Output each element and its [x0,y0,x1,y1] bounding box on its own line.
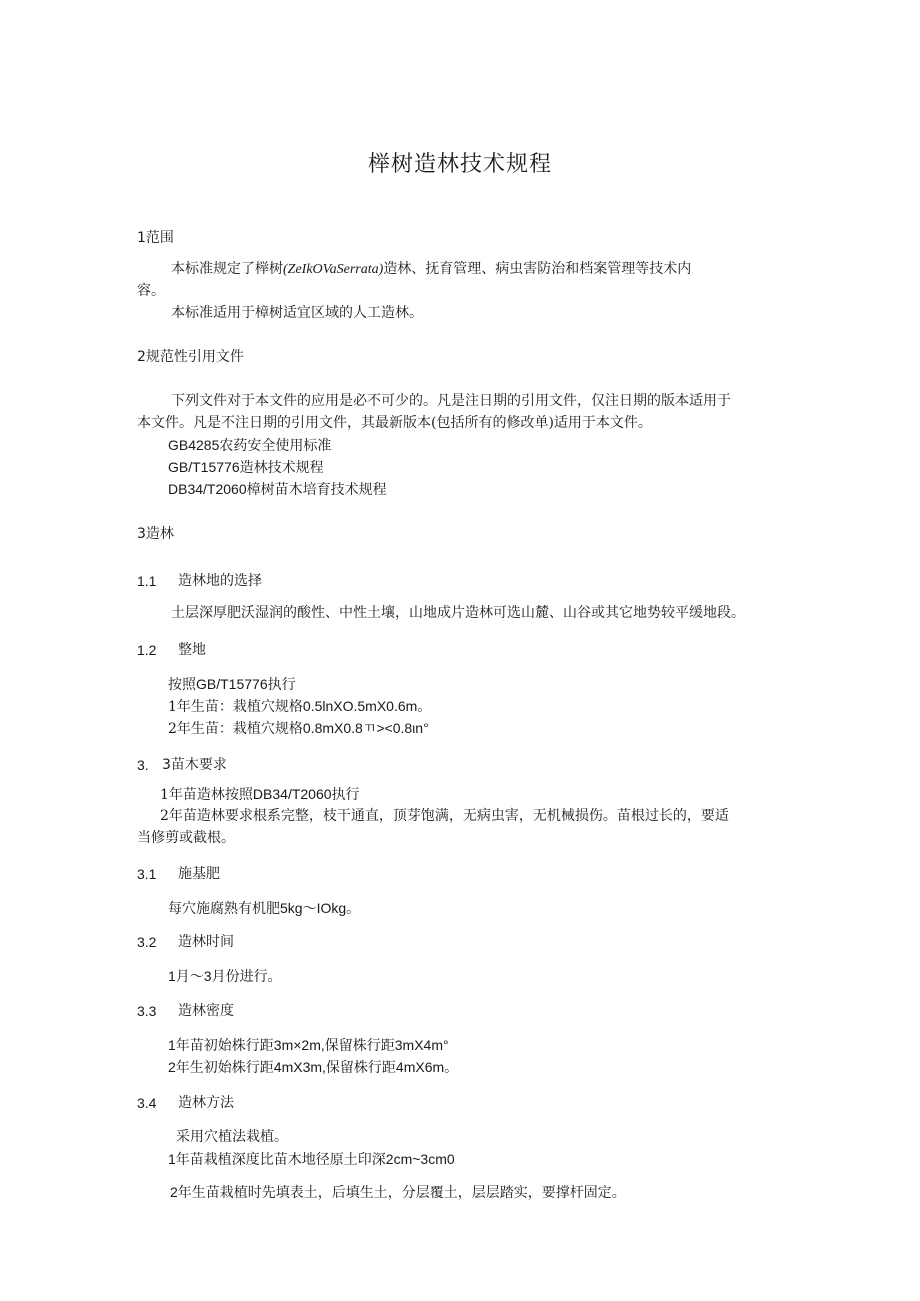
spec-value: 5kg～IOkg。 [280,900,361,916]
text-run: 1 [168,1037,176,1053]
subsection-number: 3.3 [137,1003,157,1019]
spec-value: 3m×2m, [273,1037,325,1053]
reference-name: 樟树苗木培育技术规程 [246,482,387,498]
section-2-paragraph-1-cont: 本文件。凡是不注日期的引用文件，其最新版本(包括所有的修改单)适用于本文件。 [137,415,652,431]
subsection-line [168,1057,458,1078]
section-1-paragraph-2: 本标准适用于樟树适宜区域的人工造林。 [171,305,423,321]
latin-name: (ZeIkOVaSerrata) [283,262,384,277]
section-1-paragraph-1 [171,259,691,280]
text-run: 1 [168,968,176,984]
reference-name: 农药安全使用标准 [219,438,332,454]
section-1-paragraph-1-cont: 容。 [137,283,165,299]
subsection-number: 1.2 [137,642,157,658]
spec-value: 4mX6m。 [395,1059,459,1075]
reference-code: GB/T15776 [168,459,240,475]
section-3-heading: 3造林 [137,526,174,542]
subsection-line [170,1182,626,1203]
text-run: 2 [170,1184,178,1200]
subsection-line [160,784,360,805]
reference-code: GB4285 [168,437,220,453]
reference-item [168,457,324,478]
reference-code: GB/T15776 [196,676,268,692]
subsection-body [168,898,360,919]
subsection-line [168,718,429,739]
reference-item [168,479,387,500]
text-run: 月～ [175,969,204,985]
subsection-title: 整地 [178,642,206,658]
subsection-title: 造林地的选择 [178,573,262,589]
subsection-number: 3.2 [137,934,157,950]
section-2-heading: 2规范性引用文件 [137,349,244,365]
subsection-title: 施基肥 [178,866,220,882]
subsection-line: 采用穴植法栽植。 [176,1129,288,1145]
subsection-line [168,1149,455,1170]
text-run: 1年苗造林按照 [160,787,253,803]
subsection-title: 造林方法 [178,1095,234,1111]
spec-value: 2cm~3cm0 [385,1151,455,1167]
text-run: 3 [203,968,212,984]
subsection-number: 3.1 [137,866,157,882]
subsection-number: 1.1 [137,573,157,589]
subsection-title: 造林密度 [178,1003,234,1019]
text-run: 2 [168,1059,176,1075]
text-run: 年苗初始株行距 [175,1038,274,1054]
spec-value: 0.5lnXO.5mX0.6m。 [302,698,432,714]
text-run: 本标准规定了榉树 [171,261,283,277]
text-run: 保留株行距 [324,1038,395,1054]
subsection-line [168,1035,449,1056]
subsection-title: 造林时间 [178,934,234,950]
text-run: 年生苗栽植时先填表土，后填生土，分层覆土，层层踏实，要撑杆固定。 [177,1185,626,1201]
text-run: 年生初始株行距 [175,1060,274,1076]
subsection-line [168,696,431,717]
reference-item [168,435,331,456]
reference-code: DB34/T2060 [252,786,332,802]
subsection-title: 3苗木要求 [162,757,227,773]
subsection-line [168,674,296,695]
text-run: 2年生苗：栽植穴规格 [168,721,303,737]
text-run: 执行 [331,787,360,803]
text-run: 年苗栽植深度比苗木地径原土印深 [175,1152,386,1168]
subsection-body: 土层深厚肥沃湿润的酸性、中性土壤，山地成片造林可选山麓、山谷或其它地势较平缓地段。 [171,605,745,621]
reference-name: 造林技术规程 [239,460,324,476]
subsection-number: 3. [137,757,149,773]
subsection-line: 2年苗造林要求根系完整，枝干通直，顶芽饱满，无病虫害，无机械损伤。苗根过长的，要适 [160,808,729,824]
page-title: 榉树造林技术规程 [367,152,552,177]
subsection-number: 3.4 [137,1095,157,1111]
subsection-body [168,966,282,987]
text-run: 按照 [168,677,196,693]
text-run: 造林、抚育管理、病虫害防治和档案管理等技术内 [383,261,692,277]
text-run: 执行 [267,677,296,693]
text-run: 月份进行。 [211,969,282,985]
subsection-line: 当修剪或截根。 [137,830,235,846]
text-run: 1 [168,1151,176,1167]
text-run: 保留株行距 [325,1060,396,1076]
spec-value: 3mX4m° [394,1037,449,1053]
spec-value: 0.8mX0.8ㄲ><0.8ιn° [302,720,429,736]
text-run: 1年生苗：栽植穴规格 [168,699,303,715]
spec-value: 4mX3m, [273,1059,326,1075]
text-run: 每穴施腐熟有机肥 [168,901,280,917]
section-1-heading: 1范围 [137,230,174,246]
section-2-paragraph-1: 下列文件对于本文件的应用是必不可少的。凡是注日期的引用文件，仅注日期的版本适用于 [171,393,731,409]
reference-code: DB34/T2060 [168,481,247,497]
